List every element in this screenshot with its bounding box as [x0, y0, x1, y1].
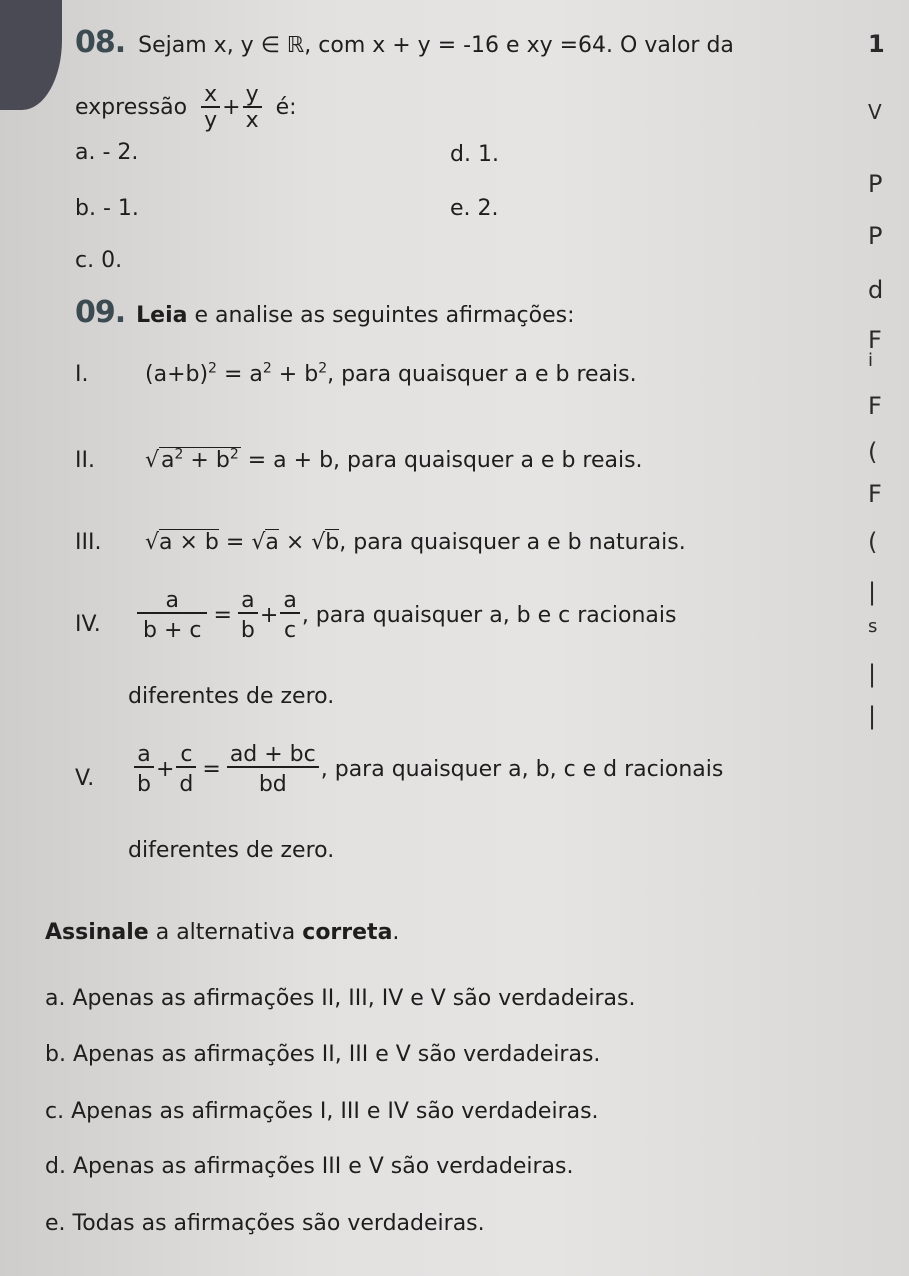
- statement-4-continuation: diferentes de zero.: [128, 684, 335, 709]
- edge-letter: F: [868, 480, 882, 508]
- formula-5-a-over-b: $\frac{a}{b}$: [134, 744, 154, 796]
- statement-5-continuation: diferentes de zero.: [128, 838, 335, 863]
- formula-4-term1: $\frac{a}{b}$: [238, 590, 258, 642]
- edge-letter: F: [868, 326, 882, 354]
- edge-letter: (: [868, 528, 878, 556]
- formula-5-c-over-d: $\frac{c}{d}$: [176, 744, 196, 796]
- statement-3-label: III.: [75, 530, 102, 555]
- statement-1-label: I.: [75, 362, 89, 387]
- formula-5-rhs: $\frac{ad + bc}{bd}$: [227, 744, 319, 796]
- intro-bold: Leia: [136, 303, 188, 328]
- statement-1-text: , para quaisquer a e b reais.: [327, 362, 637, 387]
- q9-option-d: d. Apenas as afirmações III e V são verdadeiras.: [45, 1154, 574, 1179]
- statement-4: $\frac{a}{b + c}$ = $\frac{a}{b}$ + $\frac{a}{c}$ , para quaisquer a, b e c racionais: [135, 590, 676, 642]
- fraction-x-over-y: $\frac{x}{y}$: [201, 84, 220, 132]
- q8-option-a: a. - 2.: [75, 140, 139, 165]
- question-9-header: [75, 295, 575, 330]
- expression-end: é:: [275, 95, 297, 120]
- statement-4-text: , para quaisquer a, b e c racionais: [301, 603, 677, 628]
- formula-2: $√a^2 + b^2$: [145, 446, 239, 473]
- edge-letter: F: [868, 392, 882, 420]
- statement-2-text: , para quaisquer a e b reais.: [333, 448, 643, 473]
- edge-letter: s: [868, 616, 878, 637]
- statement-2: $√a^2 + b^2 = a + b$, para quaisquer a e b reais.: [145, 446, 643, 473]
- formula-4-lhs: $\frac{a}{b + c}$: [137, 590, 207, 642]
- statement-5-text: , para quaisquer a, b, c e d racionais: [320, 757, 724, 782]
- edge-letter: |: [868, 660, 877, 688]
- question-9-number: 09.: [75, 295, 126, 330]
- statement-5-label: V.: [75, 766, 95, 791]
- statement-2-label: II.: [75, 448, 95, 473]
- q9-option-e: e. Todas as afirmações são verdadeiras.: [45, 1211, 485, 1236]
- question-8-expression: [75, 84, 297, 132]
- fraction-y-over-x: $\frac{y}{x}$: [243, 84, 262, 132]
- plus-sign: +: [222, 95, 241, 120]
- statement-1: [145, 362, 637, 388]
- instruction: Assinale a alternativa correta.: [45, 920, 400, 945]
- q8-option-c: c. 0.: [75, 248, 123, 273]
- statement-4-label: IV.: [75, 612, 101, 637]
- edge-letter: P: [868, 222, 883, 250]
- formula-4-term2: $\frac{a}{c}$: [280, 590, 299, 642]
- edge-letter: P: [868, 170, 883, 198]
- q8-option-b: b. - 1.: [75, 196, 139, 221]
- expression-word: expressão: [75, 95, 188, 120]
- q9-option-a: a. Apenas as afirmações II, III, IV e V são verdadeiras.: [45, 986, 636, 1011]
- statement-3-text: , para quaisquer a e b naturais.: [339, 530, 686, 555]
- edge-letter: d: [868, 276, 884, 304]
- edge-letter: |: [868, 702, 877, 730]
- question-8-number: 08.: [75, 25, 126, 60]
- intro-rest: e analise as seguintes afirmações:: [187, 303, 575, 328]
- formula-3: √a × b = √a × √b: [145, 530, 340, 555]
- q9-option-b: b. Apenas as afirmações II, III e V são verdadeiras.: [45, 1042, 601, 1067]
- question-8-stem: Sejam x, y ∈ ℝ, com x + y = -16 e xy =64. O valor da: [138, 33, 734, 58]
- edge-letter: (: [868, 438, 878, 466]
- q8-option-e: e. 2.: [450, 196, 499, 221]
- page-corner-shadow: [0, 0, 62, 110]
- statement-3: [145, 530, 686, 556]
- edge-letter: V: [868, 100, 882, 124]
- statement-5: $\frac{a}{b}$ + $\frac{c}{d}$ = $\frac{ad + bc}{bd}$ , para quaisquer a, b, c e d racionais: [132, 744, 723, 796]
- edge-letter: |: [868, 578, 877, 606]
- q9-option-c: c. Apenas as afirmações I, III e IV são verdadeiras.: [45, 1099, 599, 1124]
- formula-1: $(a+b)^2 = a^2 + b^2$: [145, 360, 328, 387]
- edge-letter: i: [868, 350, 874, 371]
- question-8-header: [75, 25, 734, 60]
- q8-option-d: d. 1.: [450, 142, 499, 167]
- edge-letter: 1: [868, 30, 885, 58]
